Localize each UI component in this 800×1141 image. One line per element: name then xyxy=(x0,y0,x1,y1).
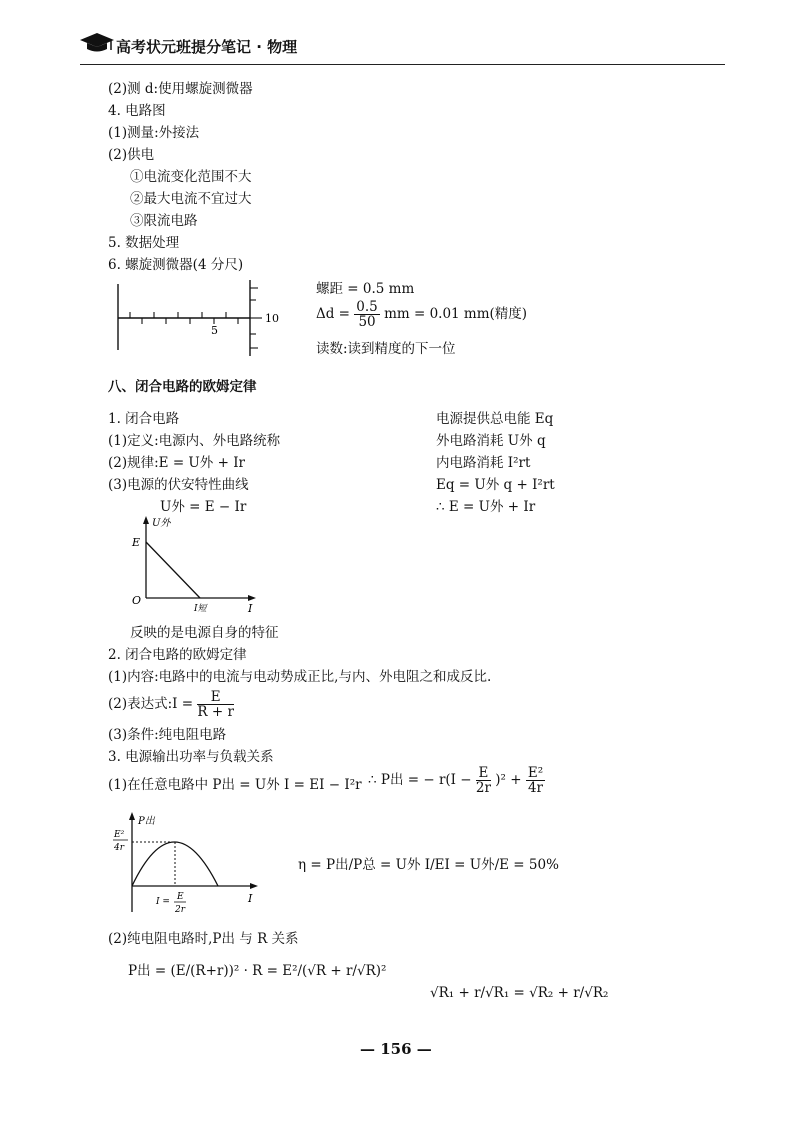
graph2-x-label: I = xyxy=(156,897,170,907)
output-power-any-circuit: (1)在任意电路中 P出 = U外 I = EI − I²r xyxy=(108,777,362,793)
characteristic-equation: U外 = E − Ir xyxy=(160,499,247,515)
power-current-graph xyxy=(108,810,268,918)
characteristic-curve-heading: (3)电源的伏安特性曲线 xyxy=(108,477,249,493)
voltage-current-graph xyxy=(128,514,268,614)
efficiency-formula: η = P出/P总 = U外 I/EI = U外/E = 50% xyxy=(298,857,559,873)
line-measurement: (1)测量:外接法 xyxy=(108,125,200,141)
energy-external: 外电路消耗 U外 q xyxy=(436,433,546,449)
line-supply: (2)供电 xyxy=(108,147,155,163)
line-data-processing: 5. 数据处理 xyxy=(108,235,180,251)
micrometer-pitch: 螺距 = 0.5 mm xyxy=(316,281,415,297)
line-supply-1: ①电流变化范围不大 xyxy=(130,169,252,185)
closed-circuit-definition: (1)定义:电源内、外电路统称 xyxy=(108,433,281,449)
micrometer-mark-10: 10 xyxy=(265,312,279,325)
energy-conclusion: ∴ E = U外 + Ir xyxy=(436,499,536,515)
graph2-x-axis-label: I xyxy=(248,892,253,905)
pure-resistance-heading: (2)纯电阻电路时,P出 与 R 关系 xyxy=(108,931,299,947)
page-number: — 156 — xyxy=(360,1040,432,1058)
ohms-law-content: (1)内容:电路中的电流与电动势成正比,与内、外电阻之和成反比. xyxy=(108,669,492,685)
line-supply-2: ②最大电流不宜过大 xyxy=(130,191,252,207)
header-rule xyxy=(80,64,725,65)
header-title: 高考状元班提分笔记 · 物理 xyxy=(116,38,298,56)
micrometer-mark-5: 5 xyxy=(211,324,218,337)
graph1-e-label: E xyxy=(132,536,141,549)
line-circuit-diagram: 4. 电路图 xyxy=(108,103,166,119)
graph1-y-axis-label: U外 xyxy=(152,518,171,529)
micrometer-reading: 读数:读到精度的下一位 xyxy=(316,341,456,357)
graph2-y-axis-label: P出 xyxy=(138,816,155,827)
graph2-peak-denominator: 4r xyxy=(114,843,125,853)
output-power-completed-square: ∴ P出 = − r(I − $\frac{E}{2r}$ )² + $\frac{\text{E²}}{4r}$ xyxy=(368,765,544,796)
section-title: 八、闭合电路的欧姆定律 xyxy=(108,379,257,395)
header-logo-icon xyxy=(78,30,116,58)
ohms-law-heading: 2. 闭合电路的欧姆定律 xyxy=(108,647,247,663)
closed-circuit-law: (2)规律:E = U外 + Ir xyxy=(108,455,245,471)
graph2-x-label-numerator: E xyxy=(177,892,184,902)
micrometer-diagram xyxy=(110,276,290,360)
micrometer-precision: Δd = $\frac{0.5}{50}$ mm = 0.01 mm(精度) xyxy=(316,299,528,330)
output-power-heading: 3. 电源输出功率与负载关系 xyxy=(108,749,274,765)
line-micrometer: 6. 螺旋测微器(4 分尺) xyxy=(108,257,244,273)
line-supply-3: ③限流电路 xyxy=(130,213,198,229)
ohms-law-condition: (3)条件:纯电阻电路 xyxy=(108,727,227,743)
graph2-x-label-denominator: 2r xyxy=(175,905,186,915)
graph1-origin-label: O xyxy=(132,594,142,607)
graph2-peak-numerator: E² xyxy=(114,830,125,840)
graph1-x-axis-label: I xyxy=(248,602,253,614)
source-feature: 反映的是电源自身的特征 xyxy=(130,625,279,641)
equal-power-condition: √R₁ + r/√R₁ = √R₂ + r/√R₂ xyxy=(430,985,609,1001)
energy-balance: Eq = U外 q + I²rt xyxy=(436,477,555,493)
power-resistance-formula: P出 = (E/(R+r))² · R = E²/(√R + r/√R)² xyxy=(128,963,387,979)
line-measure-d: (2)测 d:使用螺旋测微器 xyxy=(108,81,253,97)
energy-internal: 内电路消耗 I²rt xyxy=(436,455,531,471)
ohms-law-expression: (2)表达式:I = $\frac{E}{R + r}$ xyxy=(108,689,234,720)
closed-circuit-heading: 1. 闭合电路 xyxy=(108,411,180,427)
graph1-short-circuit-label: I短 xyxy=(194,604,207,614)
energy-total: 电源提供总电能 Eq xyxy=(436,411,554,427)
